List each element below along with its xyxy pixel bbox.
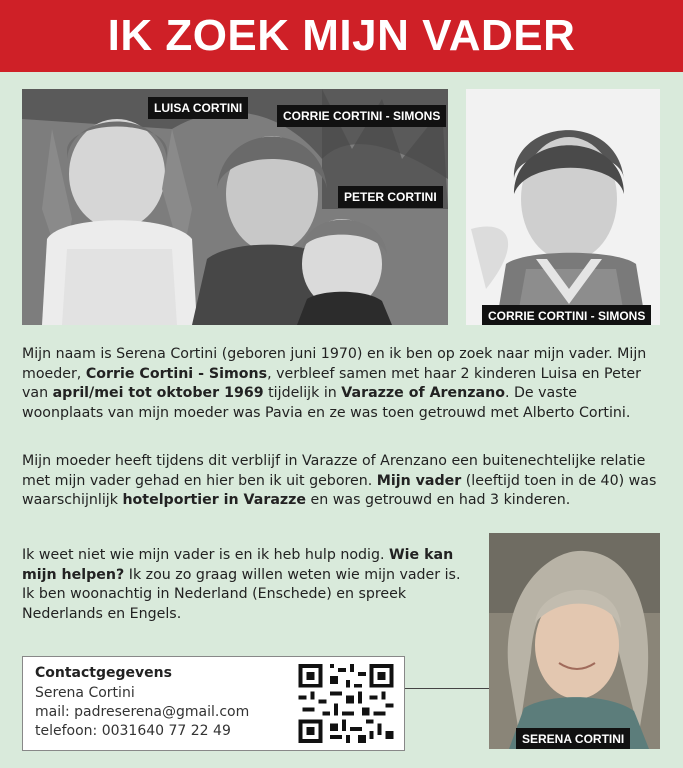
p2-bold-job: hotelportier in Varazze — [122, 492, 307, 508]
mother-photo — [466, 89, 660, 325]
family-photo — [22, 89, 448, 325]
label-mother: CORRIE CORTINI - SIMONS — [482, 305, 651, 325]
p3-text-2: Ik zou zo graag willen weten wie mijn vader is. Ik ben woonachtig in Nederland (Enschede) en spreek Nederlands en Engels. — [22, 566, 461, 622]
p1-text-1: Mijn naam is Serena Cortini (geboren juni 1970) en ik ben op zoek naar mijn vader. Mijn moeder, — [22, 346, 647, 382]
contact-phone[interactable]: telefoon: 0031640 77 22 49 — [35, 723, 231, 739]
qr-code[interactable] — [298, 664, 394, 743]
p1-text-2: , verbleef samen met haar 2 kinderen Luisa en Peter van — [22, 365, 641, 401]
contact-title: Contactgegevens — [35, 665, 172, 681]
serena-photo-image — [489, 533, 660, 749]
p2-text-1: Mijn moeder heeft tijdens dit verblijf in Varazze of Arenzano een buitenechtelijke relatie met mijn vader gehad en hier ben ik uit geboren. — [22, 453, 646, 489]
p1-text-3: tijdelijk in — [263, 385, 342, 401]
label-serena: SERENA CORTINI — [516, 728, 630, 749]
serena-photo — [489, 533, 660, 749]
help-paragraph — [22, 546, 462, 624]
relation-paragraph — [22, 452, 662, 511]
header-banner — [0, 0, 683, 72]
p3-bold-question: Wie kan mijn helpen? — [22, 547, 454, 583]
p1-bold-place: Varazze of Arenzano — [341, 385, 505, 401]
page-title: IK ZOEK MIJN VADER — [107, 11, 576, 60]
p1-bold-period: april/mei tot oktober 1969 — [52, 385, 264, 401]
connector-line — [405, 688, 489, 689]
mother-photo-image — [466, 89, 660, 325]
p2-text-2: (leeftijd toen in de 40) was waarschijnlijk — [22, 472, 657, 508]
intro-paragraph — [22, 345, 662, 423]
p2-text-3: en was getrouwd en had 3 kinderen. — [306, 492, 571, 508]
p1-text-4: . De vaste woonplaats van mijn moeder was Pavia en ze was toen getrouwd met Alberto Cortini. — [22, 385, 631, 421]
contact-name: Serena Cortini — [35, 685, 135, 701]
label-luisa: LUISA CORTINI — [148, 97, 248, 119]
contact-mail[interactable]: mail: padreserena@gmail.com — [35, 704, 250, 720]
qr-code-icon — [298, 664, 394, 743]
p1-bold-mother: Corrie Cortini - Simons — [85, 365, 268, 382]
p3-text-1: Ik weet niet wie mijn vader is en ik heb hulp nodig. — [22, 547, 389, 563]
label-peter: PETER CORTINI — [338, 186, 443, 208]
p2-bold-father: Mijn vader — [376, 472, 462, 489]
label-corrie: CORRIE CORTINI - SIMONS — [277, 105, 446, 127]
